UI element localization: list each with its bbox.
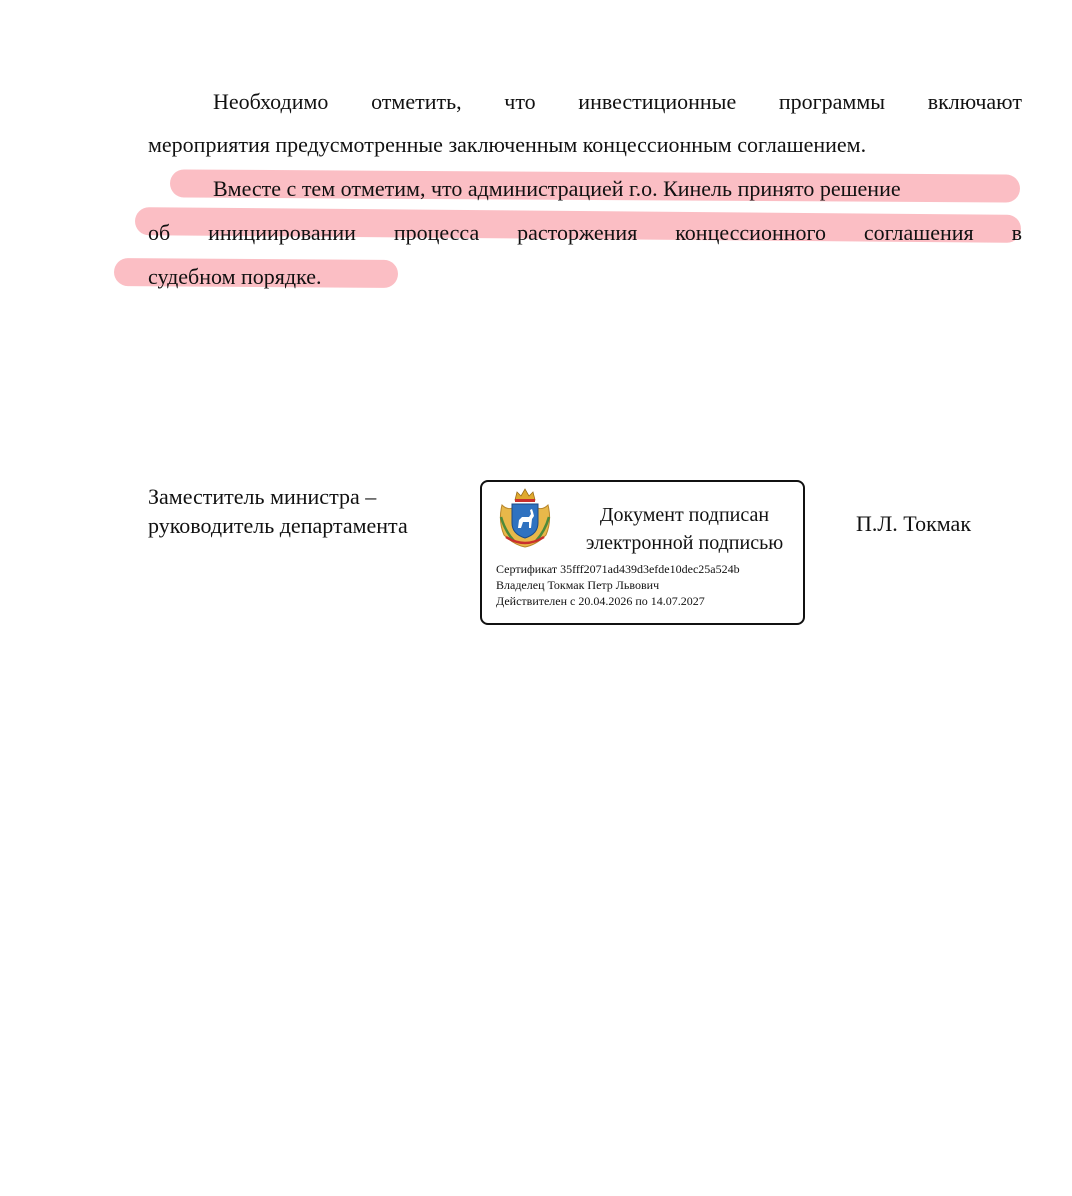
signer-position xyxy=(148,482,408,540)
word: об xyxy=(148,220,171,245)
position-line-1: Заместитель министра – xyxy=(148,484,377,509)
word: соглашения xyxy=(863,220,974,245)
word: процесса xyxy=(393,220,480,245)
word: инвестиционные xyxy=(578,89,737,114)
word: расторжения xyxy=(517,220,638,245)
word: что xyxy=(504,89,536,114)
signer-name: П.Л. Токмак xyxy=(856,511,972,536)
word: концессионного xyxy=(675,220,826,245)
stamp-details xyxy=(496,561,740,609)
samara-region-coat-of-arms-icon xyxy=(496,487,554,549)
stamp-title-line-1: Документ подписан xyxy=(599,504,770,526)
certificate-number: Сертификат 35fff2071ad439d3efde10dec25a524b xyxy=(496,562,740,576)
stamp-title xyxy=(568,501,801,557)
certificate-validity: Действителен с 20.04.2026 по 14.07.2027 xyxy=(496,594,705,608)
stamp-title-line-2: электронной подписью xyxy=(585,532,784,554)
position-line-2: руководитель департамента xyxy=(148,513,408,538)
paragraph-2-line-3: судебном порядке. xyxy=(148,264,322,289)
word: Необходимо xyxy=(213,89,329,114)
paragraph-1-line-1 xyxy=(213,88,1022,116)
word: инициировании xyxy=(208,220,356,245)
paragraph-2-line-1: Вместе с тем отметим, что администрацией г.о. Кинель принято решение xyxy=(213,176,901,201)
word: включают xyxy=(927,89,1022,114)
word: программы xyxy=(778,89,886,114)
certificate-owner: Владелец Токмак Петр Львович xyxy=(496,578,660,592)
word: отметить, xyxy=(371,89,462,114)
paragraph-1-line-2: мероприятия предусмотренные заключенным концессионным соглашением. xyxy=(148,132,867,157)
word: в xyxy=(1011,220,1022,245)
paragraph-2-line-2 xyxy=(148,219,1022,247)
electronic-signature-stamp xyxy=(480,480,805,625)
